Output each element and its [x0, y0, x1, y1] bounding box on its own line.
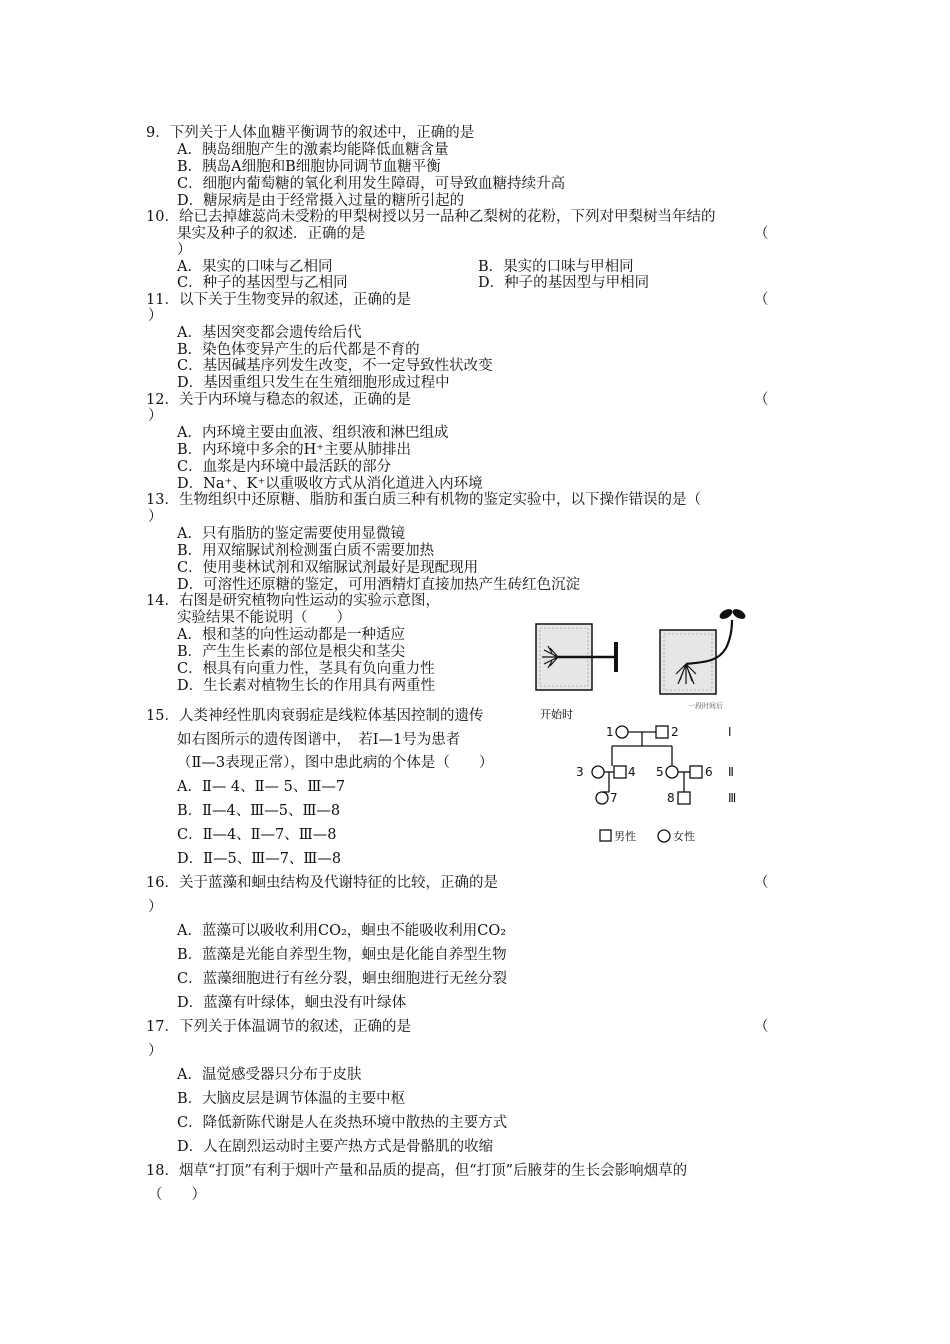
q13-option-a: A．只有脂肪的鉴定需要使用显微镜	[177, 526, 405, 542]
pedigree-legend-male: 男性	[614, 830, 636, 843]
q11-answer-paren-close: ）	[148, 308, 163, 324]
q10-option-c: C．种子的基因型与乙相同	[177, 275, 348, 291]
pedigree-label-3: 3	[576, 765, 584, 779]
q16-option-b: B．蓝藻是光能自养型生物，蛔虫是化能自养型生物	[177, 947, 507, 963]
pedigree-female-3	[592, 766, 604, 778]
pedigree-label-6: 6	[705, 765, 713, 779]
q13-stem: 13．生物组织中还原糖、脂肪和蛋白质三种有机物的鉴定实验中，以下操作错误的是（	[146, 492, 701, 508]
q10-option-a: A．果实的口味与乙相同	[177, 259, 333, 275]
q17-answer-paren-close: ）	[148, 1043, 163, 1059]
q15-stem-line1: 15．人类神经性肌肉衰弱症是线粒体基因控制的遗传	[146, 708, 484, 724]
q11-answer-paren-open: （	[754, 292, 769, 308]
q9-option-c: C．细胞内葡萄糖的氧化利用发生障碍，可导致血糖持续升高	[177, 176, 566, 192]
q13-option-d: D．可溶性还原糖的鉴定，可用酒精灯直接加热产生砖红色沉淀	[177, 577, 581, 593]
q14-stem-line2: 实验结果不能说明（ ）	[177, 610, 351, 626]
q14-stem-line1: 14．右图是研究植物向性运动的实验示意图，	[146, 593, 440, 609]
q18-answer-paren: （ ）	[148, 1187, 206, 1203]
pedigree-generation-1: Ⅰ	[728, 725, 732, 739]
q15-option-b: B．Ⅱ—4、Ⅲ—5、Ⅲ—8	[177, 803, 341, 819]
q12-answer-paren-open: （	[754, 392, 769, 408]
q14-option-c: C．根具有向重力性，茎具有负向重力性	[177, 661, 435, 677]
q15-option-a: A．Ⅱ— 4、Ⅱ— 5、Ⅲ—7	[177, 779, 346, 795]
pedigree-male-6	[690, 766, 702, 778]
pedigree-female-7	[596, 792, 608, 804]
q12-answer-paren-close: ）	[148, 408, 163, 424]
q16-answer-paren-close: ）	[148, 899, 163, 915]
pedigree-label-7: 7	[610, 791, 618, 805]
pedigree-male-2	[656, 726, 668, 738]
q12-option-c: C．血浆是内环境中最活跃的部分	[177, 459, 392, 475]
q15-option-d: D．Ⅱ—5、Ⅲ—7、Ⅲ—8	[177, 851, 342, 867]
q10-option-d: D．种子的基因型与甲相同	[478, 275, 650, 291]
q13-option-c: C．使用斐林试剂和双缩脲试剂最好是现配现用	[177, 560, 479, 576]
q9-option-b: B．胰岛A细胞和B细胞协同调节血糖平衡	[177, 159, 441, 175]
q14-option-a: A．根和茎的向性运动都是一种适应	[177, 627, 405, 643]
tropism-figure	[528, 604, 768, 722]
q14-option-d: D．生长素对植物生长的作用具有两重性	[177, 678, 436, 694]
pedigree-generation-2: Ⅱ	[728, 765, 734, 779]
q11-option-d: D．基因重组只发生在生殖细胞形成过程中	[177, 375, 450, 391]
q17-option-a: A．温觉感受器只分布于皮肤	[177, 1067, 362, 1083]
q15-option-c: C．Ⅱ—4、Ⅱ—7、Ⅲ—8	[177, 827, 337, 843]
pedigree-generation-3: Ⅲ	[728, 791, 737, 805]
q16-answer-paren-open: （	[754, 875, 769, 891]
tropism-after-box	[660, 607, 747, 694]
q12-option-a: A．内环境主要由血液、组织液和淋巴组成	[177, 425, 449, 441]
q12-stem: 12．关于内环境与稳态的叙述，正确的是	[146, 392, 411, 408]
pedigree-female-1	[616, 726, 628, 738]
q10-answer-paren-close: ）	[177, 242, 192, 258]
q11-option-c: C．基因碱基序列发生改变，不一定导致性状改变	[177, 358, 493, 374]
q16-stem: 16．关于蓝藻和蛔虫结构及代谢特征的比较，正确的是	[146, 875, 498, 891]
tropism-label-start: 开始时	[540, 708, 573, 721]
pedigree-male-4	[614, 766, 626, 778]
q9-option-a: A．胰岛细胞产生的激素均能降低血糖含量	[177, 142, 449, 158]
q11-option-a: A．基因突变都会遗传给后代	[177, 325, 362, 341]
pedigree-legend-female-icon	[658, 830, 670, 842]
q12-option-b: B．内环境中多余的H⁺主要从肺排出	[177, 442, 411, 458]
q18-stem: 18．烟草“打顶”有利于烟叶产量和品质的提高，但“打顶”后腋芽的生长会影响烟草的	[146, 1163, 688, 1179]
q13-answer-paren-close: ）	[148, 509, 163, 525]
pedigree-chart	[572, 716, 752, 852]
q17-answer-paren-open: （	[754, 1019, 769, 1035]
pedigree-label-8: 8	[667, 791, 675, 805]
q16-option-c: C．蓝藻细胞进行有丝分裂，蛔虫细胞进行无丝分裂	[177, 971, 508, 987]
q12-option-d: D．Na⁺、K⁺以重吸收方式从消化道进入内环境	[177, 476, 483, 492]
q9-option-d: D．糖尿病是由于经常摄入过量的糖所引起的	[177, 193, 465, 209]
q10-option-b: B．果实的口味与甲相同	[478, 259, 634, 275]
q11-option-b: B．染色体变异产生的后代都是不育的	[177, 342, 420, 358]
pedigree-male-8	[678, 792, 690, 804]
pedigree-legend-male-icon	[600, 830, 611, 841]
pedigree-legend-female: 女性	[673, 830, 695, 843]
q15-stem-line2: 如右图所示的遗传图谱中， 若Ⅰ—1号为患者	[177, 732, 461, 748]
tropism-label-after: 一段时间后	[688, 702, 723, 710]
q17-option-d: D．人在剧烈运动时主要产热方式是骨骼肌的收缩	[177, 1139, 494, 1155]
q10-answer-paren-open: （	[754, 226, 769, 242]
q11-stem: 11．以下关于生物变异的叙述，正确的是	[146, 292, 411, 308]
q15-stem-line3: （Ⅱ—3表现正常），图中患此病的个体是（ ）	[177, 755, 494, 771]
q16-option-d: D．蓝藻有叶绿体，蛔虫没有叶绿体	[177, 995, 407, 1011]
pedigree-label-2: 2	[671, 725, 679, 739]
q13-option-b: B．用双缩脲试剂检测蛋白质不需要加热	[177, 543, 435, 559]
q14-option-b: B．产生生长素的部位是根尖和茎尖	[177, 644, 406, 660]
tropism-start-box	[536, 624, 616, 690]
q17-stem: 17．下列关于体温调节的叙述，正确的是	[146, 1019, 411, 1035]
q16-option-a: A．蓝藻可以吸收利用CO₂，蛔虫不能吸收利用CO₂	[177, 923, 507, 939]
pedigree-label-5: 5	[656, 765, 664, 779]
q17-option-b: B．大脑皮层是调节体温的主要中枢	[177, 1091, 406, 1107]
pedigree-label-4: 4	[628, 765, 636, 779]
pedigree-female-5	[666, 766, 678, 778]
q10-stem-line1: 10．给已去掉雄蕊尚未受粉的甲梨树授以另一品种乙梨树的花粉，下列对甲梨树当年结的	[146, 209, 716, 225]
q17-option-c: C．降低新陈代谢是人在炎热环境中散热的主要方式	[177, 1115, 508, 1131]
q9-stem: 9．下列关于人体血糖平衡调节的叙述中，正确的是	[146, 125, 475, 141]
q10-stem-line2: 果实及种子的叙述．正确的是	[177, 226, 366, 242]
pedigree-label-1: 1	[606, 725, 614, 739]
